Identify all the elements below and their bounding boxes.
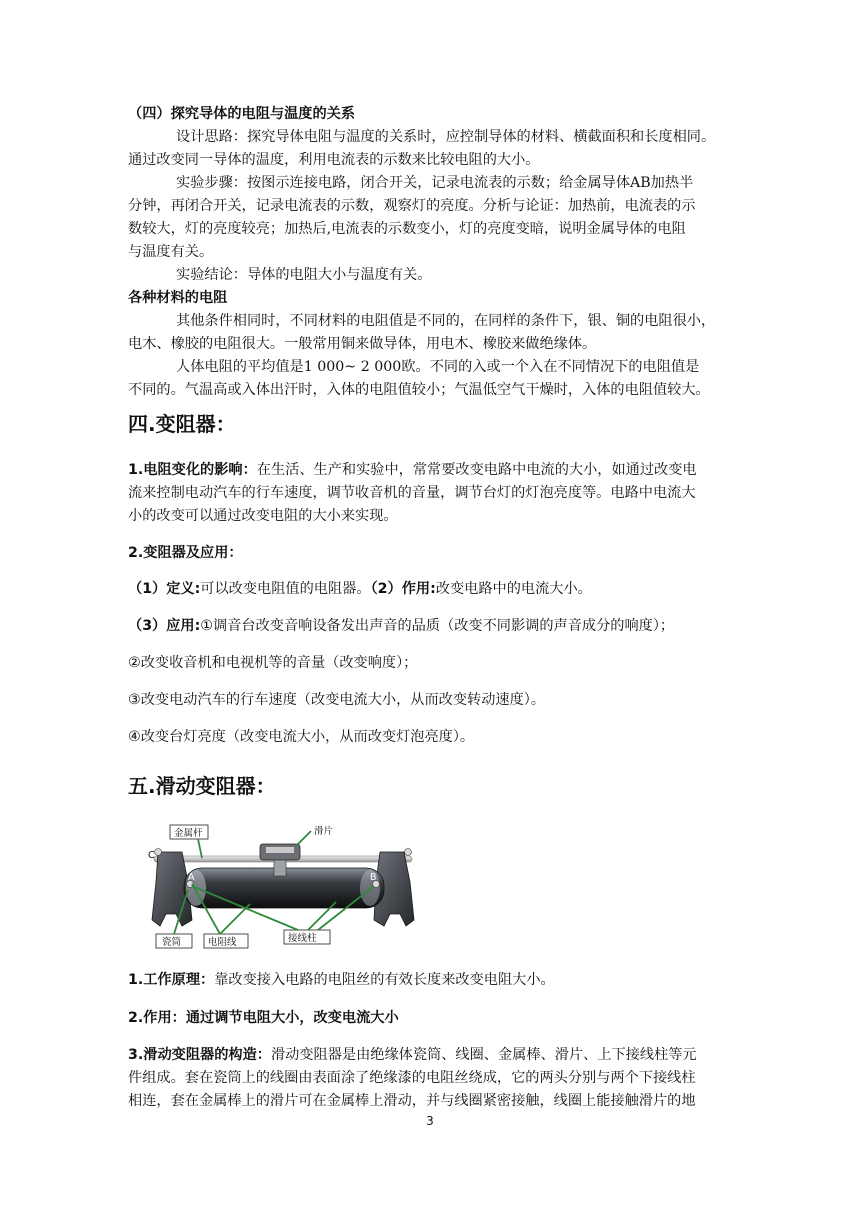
label-ceramic-tube: 瓷筒 (162, 937, 182, 948)
paragraph-line (128, 969, 738, 991)
paragraph-line: 实验步骤：按图示连接电路，闭合开关，记录电流表的示数；给金属导体AB加热半 (176, 175, 694, 191)
paragraph-line: 数较大，灯的亮度较亮；加热后,电流表的示数变小，灯的亮度变暗，说明金属导体的电阻 (128, 221, 686, 237)
list-item: ③改变电动汽车的行车速度（改变电流大小，从而改变转动速度）。 (128, 692, 546, 708)
section-title-materials: 各种材料的电阻 (128, 290, 228, 306)
paragraph-line: 流来控制电动汽车的行车速度，调节收音机的音量，调节台灯的灯泡亮度等。电路中电流大 (128, 485, 696, 501)
heading-sliding-rheostat: 五.滑动变阻器： (128, 774, 276, 798)
paragraph-line (128, 1044, 738, 1066)
bold-lead: （2）作用: (370, 581, 436, 597)
paragraph-line: 实验结论：导体的电阻大小与温度有关。 (176, 267, 432, 283)
paragraph-line: 2.作用：通过调节电阻大小，改变电流大小 (128, 1010, 399, 1026)
subheading: 2.变阻器及应用： (128, 545, 243, 561)
page-number: 3 (426, 1114, 434, 1128)
paragraph-line: 相连，套在金属棒上的滑片可在金属棒上滑动，并与线圈紧密接触，线圈上能接触滑片的地 (128, 1093, 696, 1109)
text-run: ①调音台改变音响设备发出声音的品质（改变不同影调的声音成分的响度）； (200, 618, 675, 634)
label-a: A (188, 872, 195, 883)
bold-lead: 3.滑动变阻器的构造： (128, 1047, 271, 1063)
paragraph-line: 其他条件相同时，不同材料的电阻值是不同的，在同样的条件下，银、铜的电阻很小， (176, 313, 716, 329)
label-b: B (370, 872, 377, 883)
text-run: 滑动变阻器是由绝缘体瓷筒、线圈、金属棒、滑片、上下接线柱等元 (270, 1047, 697, 1063)
paragraph-line: 电木、橡胶的电阻很大。一般常用铜来做导体，用电木、橡胶来做绝缘体。 (128, 336, 597, 352)
bold-lead: 1.工作原理： (128, 972, 215, 988)
text-run: 可以改变电阻值的电阻器。 (200, 581, 371, 597)
paragraph-line (128, 459, 738, 481)
paragraph-line: 与温度有关。 (128, 244, 214, 260)
section-title-temperature: （四）探究导体的电阻与温度的关系 (128, 106, 356, 122)
bold-lead: 1.电阻变化的影响： (128, 462, 257, 478)
paragraph-line (128, 578, 738, 600)
paragraph-line: 分钟，再闭合开关，记录电流表的示数，观察灯的亮度。分析与论证：加热前，电流表的示 (128, 198, 696, 214)
rheostat-diagram (148, 822, 420, 950)
text-run: 改变电路中的电流大小。 (435, 581, 592, 597)
text-run: 在生活、生产和实验中，常常要改变电路中电流的大小，如通过改变电 (256, 462, 697, 478)
label-resistance-wire: 电阻线 (208, 937, 237, 948)
list-item: ②改变收音机和电视机等的音量（改变响度）； (128, 655, 418, 671)
bold-lead: （3）应用: (128, 618, 201, 634)
label-binding-post: 接线柱 (288, 933, 317, 944)
rheostat-figure (148, 822, 420, 950)
heading-rheostat: 四.变阻器： (128, 412, 236, 436)
paragraph-line: 通过改变同一导体的温度，利用电流表的示数来比较电阻的大小。 (128, 152, 540, 168)
paragraph-line: 不同的。气温高或入体出汗时，入体的电阻值较小；气温低空气干燥时，入体的电阻值较大。 (128, 382, 710, 398)
paragraph-line: 件组成。套在瓷筒上的线圈由表面涂了绝缘漆的电阻丝绕成，它的两头分别与两个下接线柱 (128, 1070, 696, 1086)
paragraph-line: 人体电阻的平均值是1 000~ 2 000欧。不同的入或一个入在不同情况下的电阻值是 (176, 359, 700, 375)
text-run: 靠改变接入电路的电阻丝的有效长度来改变电阻大小。 (214, 972, 555, 988)
label-metal-rod: 金属杆 (174, 828, 203, 839)
paragraph-line: 设计思路：探究导体电阻与温度的关系时，应控制导体的材料、横截面积和长度相同。 (176, 129, 716, 145)
bold-lead: （1）定义: (128, 581, 201, 597)
paragraph-line: 小的改变可以通过改变电阻的大小来实现。 (128, 508, 398, 524)
paragraph-line (128, 615, 738, 637)
label-c: C (148, 850, 155, 861)
label-slider: 滑片 (314, 826, 334, 837)
list-item: ④改变台灯亮度（改变电流大小，从而改变灯泡亮度）。 (128, 729, 475, 745)
